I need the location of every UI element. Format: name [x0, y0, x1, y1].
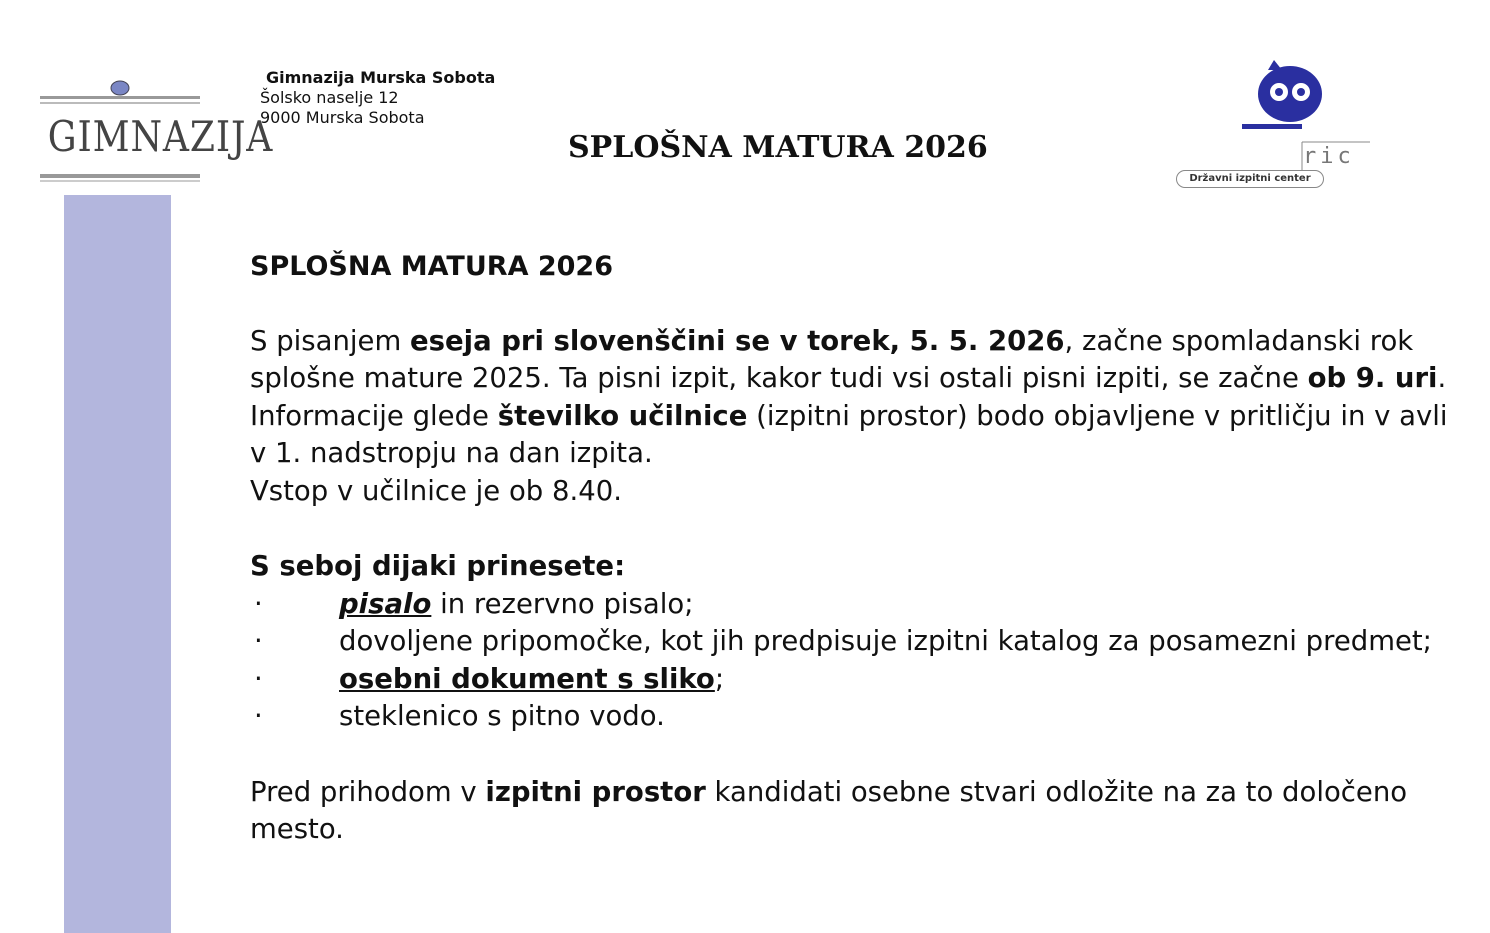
- paragraph-exam-start: [250, 323, 1450, 398]
- bullet-icon: ·: [254, 700, 263, 732]
- bold-span: ob 9. uri: [1307, 362, 1438, 394]
- ric-logo: [1170, 58, 1380, 190]
- text-span: kandidati osebne stvari odložite na za to določeno mesto.: [250, 775, 1408, 845]
- bring-heading: S seboj dijaki prinesete:: [250, 550, 626, 582]
- text-span: Pred prihodom v: [250, 775, 486, 808]
- paragraph-classroom-info: [250, 398, 1450, 473]
- spacer: [250, 510, 1450, 548]
- bullet-icon: ·: [254, 662, 263, 695]
- school-logo: [36, 78, 274, 186]
- address-line-street: Šolsko naselje 12: [260, 88, 399, 107]
- list-item: [250, 586, 1450, 624]
- text-span: dovoljene pripomočke, kot jih predpisuje izpitni katalog za posamezni predmet;: [339, 625, 1432, 657]
- emphasis-span: osebni dokument s sliko: [339, 662, 715, 695]
- sidebar-decoration-bar: [64, 195, 171, 933]
- ric-logo-text: ric: [1303, 144, 1355, 169]
- list-item: [250, 698, 1450, 736]
- bold-span: izpitni prostor: [485, 775, 706, 808]
- document-body: [250, 248, 1450, 849]
- paragraph-entry-time: Vstop v učilnice je ob 8.40.: [250, 474, 622, 507]
- text-span: .: [1437, 362, 1447, 394]
- text-span: (izpitni prostor) bodo objavljene v pritličju in v avli v 1. nadstropju na dan izpita.: [250, 399, 1448, 469]
- spacer: [250, 736, 1450, 774]
- text-span: S pisanjem: [250, 324, 410, 357]
- text-span: ;: [714, 662, 725, 695]
- text-span: Informacije glede: [250, 399, 498, 432]
- section-heading: SPLOŠNA MATURA 2026: [250, 251, 614, 282]
- school-address: [260, 68, 495, 128]
- emphasis-span: pisalo: [339, 587, 432, 620]
- text-span: steklenico s pitno vodo.: [339, 700, 665, 732]
- ric-logo-caption: Državni izpitni center: [1176, 170, 1324, 188]
- paragraph-personal-items: [250, 774, 1450, 849]
- bullet-icon: ·: [254, 587, 263, 620]
- address-line-city: 9000 Murska Sobota: [260, 108, 425, 127]
- bold-span: številko učilnice: [497, 399, 748, 432]
- list-item: [250, 661, 1450, 699]
- page-title: SPLOŠNA MATURA 2026: [568, 130, 988, 165]
- list-item: [250, 623, 1450, 661]
- bold-span: eseja pri slovenščini se v torek, 5. 5. 2026: [410, 324, 1065, 357]
- text-span: in rezervno pisalo;: [431, 587, 694, 620]
- bullet-icon: ·: [254, 625, 263, 657]
- school-name: Gimnazija Murska Sobota: [266, 68, 496, 87]
- school-logo-text: GIMNAZIJA: [47, 112, 274, 161]
- text-span: , začne spomladanski rok splošne mature 2025. Ta pisni izpit, kakor tudi vsi ostali pisni izpiti, se začne: [250, 324, 1414, 394]
